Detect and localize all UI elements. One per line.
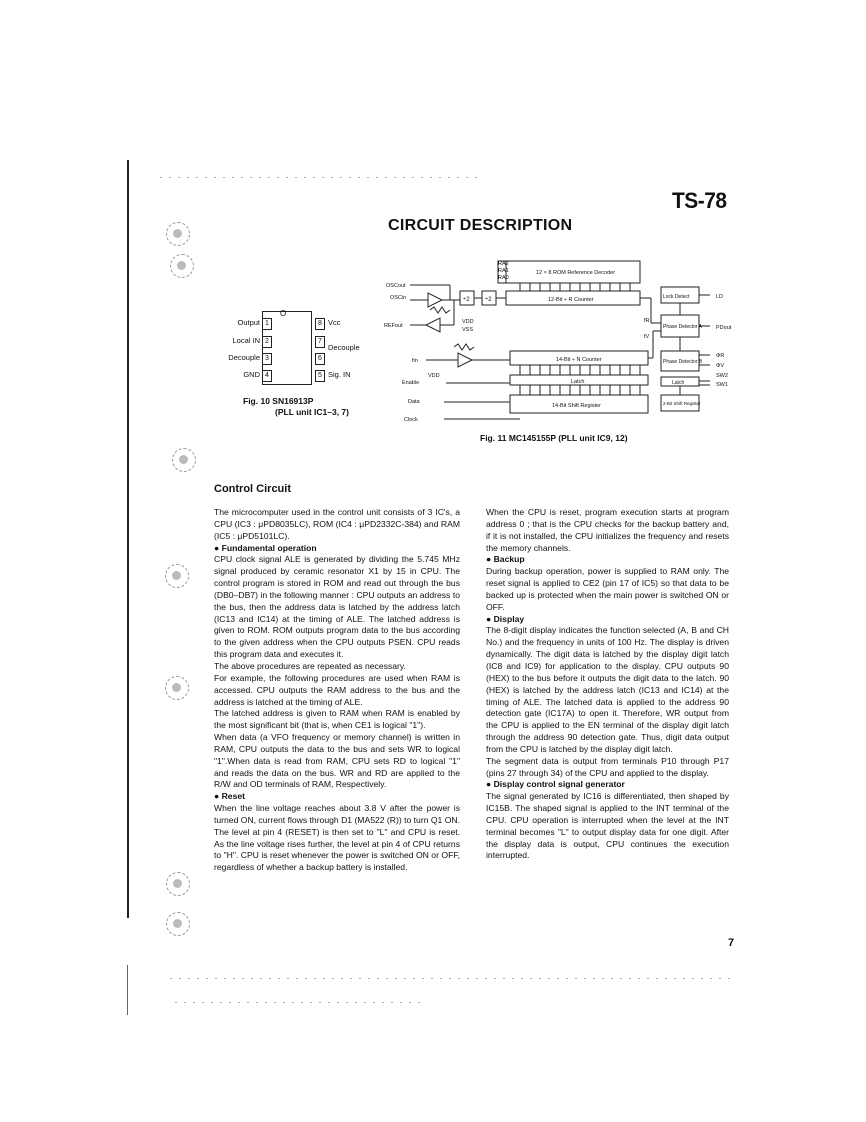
pin-number: 2 [262, 336, 272, 348]
signal-clock: Clock [404, 417, 418, 423]
paragraph: The above procedures are repeated as necessary. [214, 660, 406, 671]
pin-number: 7 [315, 336, 325, 348]
paragraph: The latched address is given to RAM when RAM is enabled by the most significant bit (that is, when CE1 is logical "1"). [214, 708, 460, 731]
page-number: 7 [728, 937, 735, 949]
lock-detect-label: Lock Detect [663, 294, 690, 300]
pin-number: 3 [262, 353, 272, 365]
paragraph: The segment data is output from terminals P10 through P17 (pins 27 through 34) of the CPU and applied to the display. [486, 755, 729, 778]
div-label: ÷2 [463, 297, 470, 303]
paragraph: When the line voltage reaches about 3.8 V after the power is turned ON, current flows through D1 (MA522 (R)) to turn Q1 ON. The level at pin 4 (RESET) is then set to "L" and CPU is reset. As the line voltage rises further, the level at pin 4 of CPU returns to "H". CPU is reset whenever the power is switched ON or OFF, regardless of whether a backup battery is installed. [214, 803, 460, 873]
paragraph: The signal generated by IC16 is differentiated, then shaped by IC15B. The shaped signal is applied to the INT terminal of the CPU. CPU operation is interrupted when the level at the INT terminal becomes "L" to output display data for one digit. After the display data is output, CPU continues the execution interrupted. [486, 791, 729, 861]
scan-noise [175, 1002, 425, 1003]
binder-hole [165, 564, 189, 588]
signal-phi-v: ΦV [716, 363, 725, 369]
paragraph: When data (a VFO frequency or memory channel) is written in RAM, CPU outputs the data to the bus and sets WR to logical "1".When data is read from RAM, CPU sets RD to logical "1" and reads the data on the bus. WR and RD are applied to the R/W and OD terminals of RAM, Respectively. [214, 732, 460, 790]
page-title: CIRCUIT DESCRIPTION [388, 217, 573, 234]
subsection-heading: ● Display control signal generator [486, 779, 625, 790]
shift-register-label: 14-Bit Shift Register [552, 403, 601, 409]
signal-osc-in: OSCin [390, 295, 407, 301]
pin-label-right: Sig. IN [328, 370, 351, 379]
div-label: ÷2 [485, 297, 492, 303]
signal-data: Data [408, 399, 420, 405]
pin-number: 1 [262, 318, 272, 330]
binder-hole [166, 872, 190, 896]
model-number: TS-78 [672, 188, 727, 213]
binder-hole [166, 222, 190, 246]
signal-ra2: RA2 [498, 261, 509, 267]
pin-number: 5 [315, 370, 325, 382]
fig10-caption-sub: (PLL unit IC1–3, 7) [275, 407, 349, 417]
pin-number: 8 [315, 318, 325, 330]
binder-hole [170, 254, 194, 278]
signal-vss: VSS [462, 327, 474, 333]
signal-fr: fR [644, 318, 650, 324]
phase-a-label: Phase Detector A [663, 324, 702, 330]
section-heading: Control Circuit [214, 483, 291, 495]
text-column-right [486, 507, 729, 862]
margin-rule [127, 160, 129, 918]
margin-rule-lower [127, 965, 128, 1015]
binder-hole [165, 676, 189, 700]
binder-hole [172, 448, 196, 472]
signal-osc-out: OSCout [386, 283, 406, 289]
phase-b-label: Phase Detector B [663, 359, 703, 365]
n-counter-label: 14-Bit ÷ N Counter [556, 357, 602, 363]
signal-sw1: SW1 [716, 382, 728, 388]
pin-label-left: GND [243, 370, 260, 379]
signal-fv: fV [644, 334, 650, 340]
latch-label: Latch [571, 379, 585, 385]
signal-pdout: PDout [716, 325, 732, 331]
latch-small-label: Latch [672, 380, 685, 386]
pin-label-left: Decouple [228, 353, 260, 362]
signal-fin: fin [412, 358, 418, 364]
pin-label-left: Output [237, 318, 260, 327]
text-column-left [214, 507, 460, 874]
signal-enable: Enable [402, 380, 420, 386]
scan-noise [170, 978, 730, 979]
paragraph: When the CPU is reset, program execution starts at program address 0 ; that is the CPU checks for the backup battery and, if it is not installed, the CPU initializes the frequency and resets the memory channels. [486, 507, 729, 553]
subsection-heading: ● Display [486, 613, 525, 624]
binder-hole [166, 912, 190, 936]
paragraph: CPU clock signal ALE is generated by dividing the 5.745 MHz signal produced by ceramic resonator X1 by 15 in CPU. The control program is stored in ROM and read out through the bus (DB0–DB7) in the following manner : CPU outputs an address to the bus, then the address data is latched by the address latch (IC13 and IC14) at the timing of ALE. The latched address is given to ROM. ROM outputs program data to the bus according to the given address when the CPU outputs PSEN. CPU reads this program data and executes it. [214, 554, 460, 660]
paragraph: The 8-digit display indicates the function selected (A, B and CH No.) and the frequency in units of 100 Hz. The display is driven dynamically. The digit data is latched by the display digit latch (IC8 and IC9) for application to the display. CPU outputs 90 (HEX) to the bus before it outputs the digit data to the latch. 90 (HEX) is latched by the address latch (IC13 and IC14) at the timing of ALE. The latched data is applied to the address 90 detection gate (IC17A) to open it. Therefore, WR output from the CPU is applied to the EN terminal of the display digit latch through the address 90 detection gate. Thus, digit data output from the CPU is latched by the display digit latch. [486, 625, 729, 754]
signal-ref-out: REFout [384, 323, 403, 329]
signal-sw2: SW2 [716, 373, 728, 379]
pin-number: 4 [262, 370, 272, 382]
signal-vdd: VDD [462, 319, 474, 325]
rom-label: 12 × 8 ROM Reference Decoder [536, 270, 616, 276]
paragraph: The microcomputer used in the control unit consists of 3 IC's, a CPU (IC3 : μPD8035LC), ROM (IC4 : μPD2332C-384) and RAM (IC5 : μPD5101LC). [214, 507, 460, 541]
fig11-diagram [370, 255, 750, 427]
signal-vdd-2: VDD [428, 373, 440, 379]
subsection-heading: ● Fundamental operation [214, 542, 317, 553]
signal-ld: LD [716, 294, 724, 300]
pin-label-right: Decouple [328, 343, 360, 352]
signal-ra0: RA0 [498, 275, 509, 281]
two-bit-shift-label: 2-Bit Shift Register [663, 401, 701, 406]
pin-label-right: Vcc [328, 318, 341, 327]
pin1-marker: O [280, 309, 287, 318]
fig11-caption: Fig. 11 MC145155P (PLL unit IC9, 12) [480, 433, 628, 443]
subsection-heading: ● Backup [486, 554, 525, 565]
pin-number: 6 [315, 353, 325, 365]
subsection-heading: ● Reset [214, 791, 245, 802]
signal-phi-r: ΦR [716, 353, 725, 359]
r-counter-label: 12-Bit ÷ R Counter [548, 297, 594, 303]
scan-noise [160, 177, 480, 178]
fig10-caption: Fig. 10 SN16913P [243, 396, 314, 406]
signal-ra1: RA1 [498, 268, 509, 274]
paragraph: For example, the following procedures are used when RAM is accessed. CPU outputs the RAM address to the bus and the address is latched at the timing of ALE. [214, 672, 460, 707]
paragraph: During backup operation, power is supplied to RAM only. The reset signal is applied to CE2 (pin 17 of IC5) so that data to be backed up is protected when the main power is switched ON or OFF. [486, 566, 729, 612]
pin-label-left: Local IN [232, 336, 260, 345]
